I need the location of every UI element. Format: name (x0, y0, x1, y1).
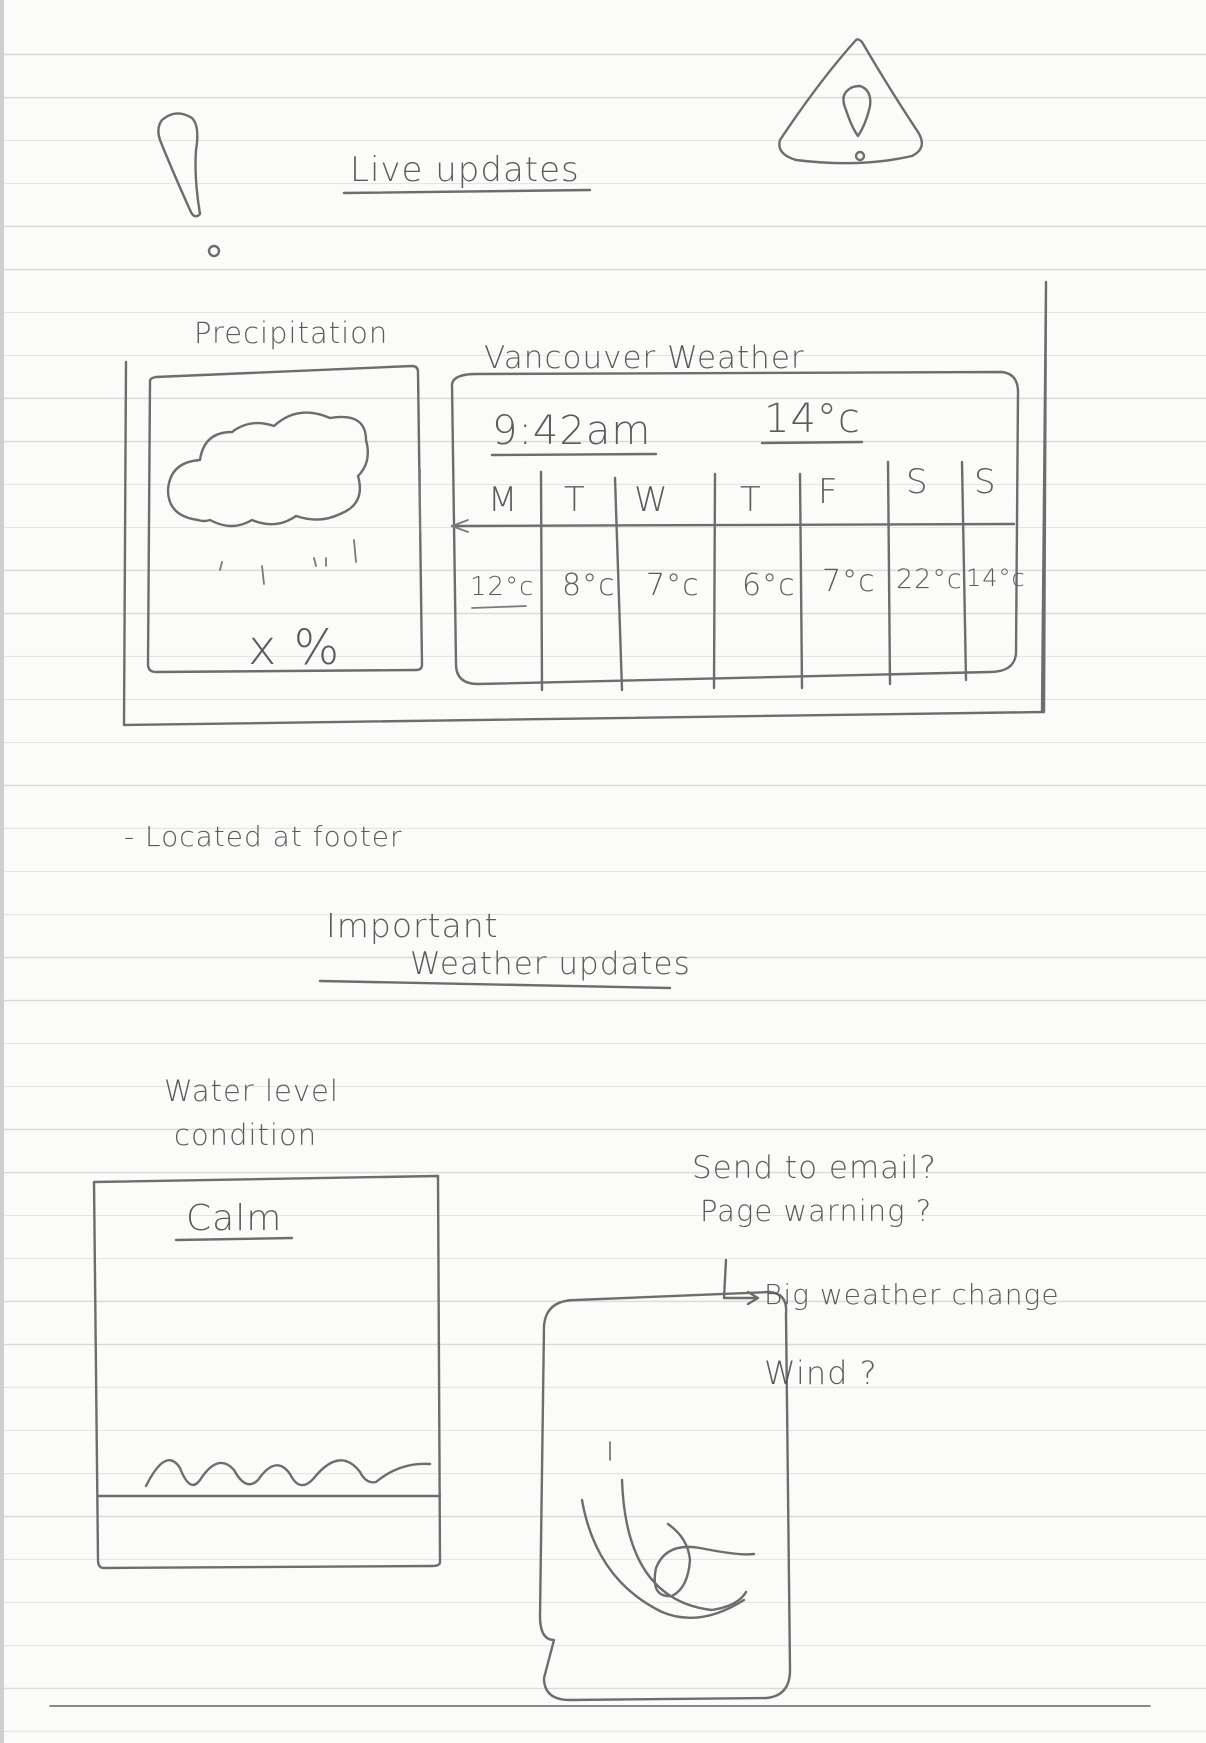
temp-thu: 6°c (742, 568, 796, 603)
water-label-line-2: condition (174, 1118, 318, 1152)
temp-sat: 22°c (896, 564, 963, 595)
precipitation-label: Precipitation (194, 316, 389, 350)
important-underline (320, 981, 670, 988)
day-label-thu: T (740, 480, 762, 520)
selected-day-underline (472, 606, 526, 608)
time-underline (492, 454, 656, 455)
location-note: - Located at footer (124, 820, 403, 853)
day-label-tue: T (564, 480, 586, 520)
arrow-right-icon (724, 1260, 758, 1304)
wind-card (540, 1292, 790, 1700)
weather-title: Vancouver Weather (484, 340, 805, 376)
temp-tue: 8°c (562, 568, 616, 603)
warning-triangle-icon (779, 39, 922, 163)
current-time: 9:42am (492, 408, 652, 454)
water-label-line-1: Water level (164, 1074, 339, 1108)
water-status: Calm (186, 1198, 283, 1239)
rain-cloud-icon (168, 413, 368, 584)
day-label-sun: S (974, 462, 997, 502)
temp-underline (762, 442, 862, 443)
temp-wed: 7°c (646, 568, 700, 603)
temp-sun: 14°c (966, 564, 1026, 592)
wave-icon (98, 1460, 440, 1496)
day-label-wed: W (634, 480, 669, 520)
idea-wind: Wind ? (764, 1354, 878, 1392)
temp-mon: 12°c (470, 572, 535, 602)
important-line-2: Weather updates (410, 946, 691, 982)
exclamation-icon (158, 113, 219, 256)
idea-send-email: Send to email? (692, 1150, 937, 1186)
precipitation-value: x % (248, 620, 341, 676)
current-temperature: 14°c (764, 396, 861, 442)
day-label-fri: F (818, 472, 839, 512)
table-header-divider (452, 524, 1014, 526)
idea-big-weather-change: Big weather change (764, 1278, 1060, 1311)
day-label-mon: M (488, 480, 519, 520)
title-underline (344, 190, 590, 193)
idea-page-warning: Page warning ? (700, 1194, 933, 1228)
temp-fri: 7°c (822, 564, 876, 599)
day-label-sat: S (906, 462, 929, 502)
page-title: Live updates (350, 150, 580, 190)
wind-gauge-icon (582, 1442, 754, 1618)
important-line-1: Important (326, 906, 499, 945)
